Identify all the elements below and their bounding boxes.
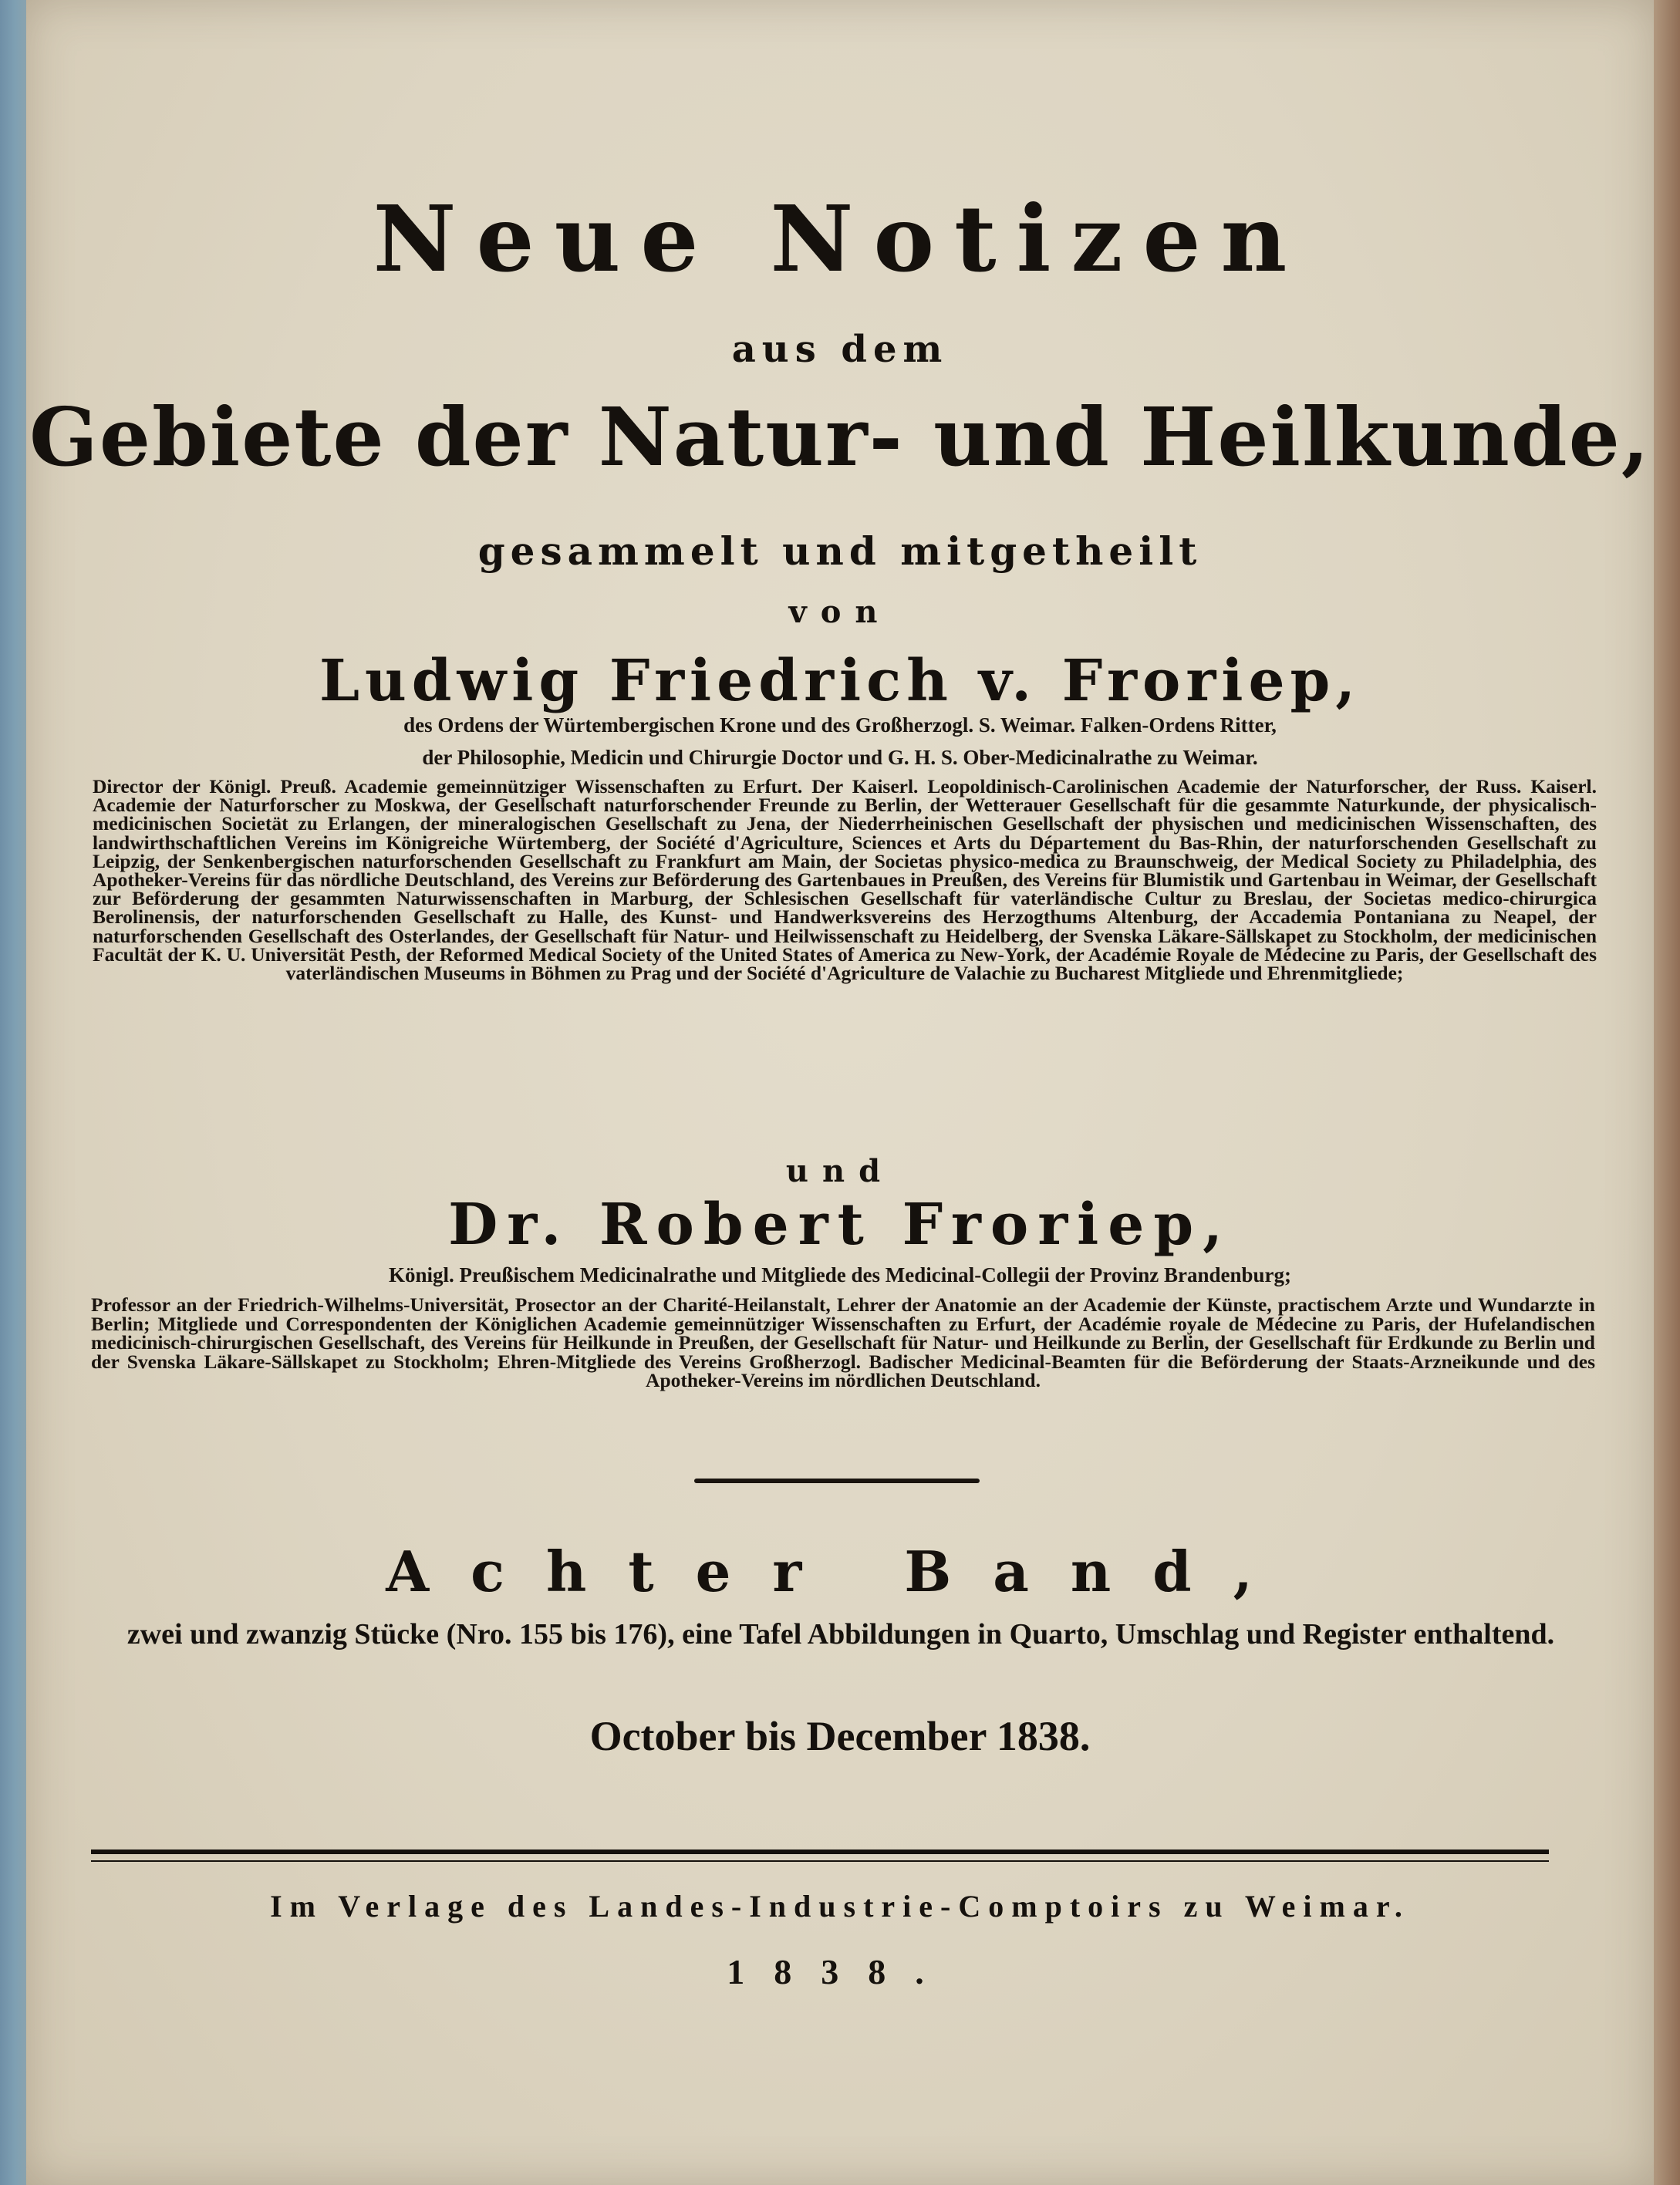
von-line: von bbox=[788, 594, 892, 630]
author-2-name: Dr. Robert Froriep, bbox=[448, 1192, 1232, 1258]
author-1-memberships: Director der Königl. Preuß. Academie gemeinnütziger Wissenschaften zu Erfurt. Der Kaiserl. Leopoldinisch-Carolinischen Academie der Naturforscher, der Russ. Kaiserl. Academie der Naturforscher zu Moskwa, der Gesellschaft naturforschender Freunde zu Berlin, der Wetterauer Gesellschaft für die gesammte Naturkunde, der physicalisch-medicinischen Societät zu Erlangen, der mineralogischen Gesellschaft zu Jena, der Niederrheinischen Gesellschaft der physischen und medicinischen Wissenschaften, des landwirthschaftlichen Vereins im Königreiche Würtemberg, der Société d'Agriculture, Sciences et Arts du Département du Bas-Rhin, der naturforschenden Gesellschaft zu Leipzig, der Senkenbergischen naturforschenden Gesellschaft zu Frankfurt am Main, der Societas physico-medica zu Braunschweig, der Medical Society zu Philadelphia, des Apotheker-Vereins für das nördliche Deutschland, des Vereins zur Beförderung des Gartenbaues in Preußen, des Vereins für Blumistik und Gartenbau in Weimar, der Gesellschaft zur Beförderung der gesammten Naturwissenschaften in Marburg, der Schlesischen Gesellschaft für vaterländische Cultur zu Breslau, der Societas medico-chirurgica Berolinensis, der naturforschenden Gesellschaft zu Halle, des Kunst- und Handwerksvereins des Herzogthums Altenburg, der Accademia Pontaniana zu Neapel, der naturforschenden Gesellschaft des Osterlandes, der Gesellschaft für Natur- und Heilwissenschaft zu Heidelberg, der Svenska Läkare-Sällskapet zu Stockholm, der medicinischen Facultät der K. U. Universität Pesth, der Reformed Medical Society of the United States of America zu New-York, der Académie Royale de Médecine zu Paris, der Gesellschaft des vaterländischen Museums in Böhmen zu Prag und der Société d'Agriculture de Valachie zu Bucharest Mitgliede und Ehrenmitgliede; bbox=[93, 775, 1597, 985]
volume-dates: October bis December 1838. bbox=[589, 1713, 1091, 1759]
imprint-rule-thick bbox=[91, 1849, 1549, 1854]
author-1-credentials-line2: der Philosophie, Medicin und Chirurgie Doctor und G. H. S. Ober-Medicinalrathe zu Weimar. bbox=[422, 746, 1258, 769]
journal-subtitle: Gebiete der Natur- und Heilkunde, bbox=[29, 389, 1651, 484]
volume-description: zwei und zwanzig Stücke (Nro. 155 bis 176), eine Tafel Abbildungen in Quarto, Umschlag und Register enthaltend. bbox=[127, 1618, 1555, 1651]
title-connector: aus dem bbox=[731, 328, 949, 371]
imprint-rule-thin bbox=[91, 1860, 1549, 1862]
ornamental-divider bbox=[694, 1479, 980, 1483]
publication-year: 1838. bbox=[727, 1952, 953, 1991]
author-1-credentials-line1: des Ordens der Würtembergischen Krone und des Großherzogl. S. Weimar. Falken-Ordens Ritter, bbox=[403, 713, 1277, 737]
author-2-memberships: Professor an der Friedrich-Wilhelms-Universität, Prosector an der Charité-Heilanstalt, Lehrer der Anatomie an der Academie der Künste, practischem Arzte und Wundarzte in Berlin; Mitgliede und Correspondenten der Königlichen Academie gemeinnütziger Wissenschaften zu Erfurt, der Académie royale de Médecine zu Paris, der Hufelandischen medicinisch-chirurgischen Gesellschaft, des Vereins für Heilkunde in Preußen, der Gesellschaft für Natur- und Heilkunde zu Berlin, der Gesellschaft für Erdkunde zu Berlin und der Svenska Läkare-Sällskapet zu Stockholm; Ehren-Mitgliede des Vereins Großherzogl. Badischer Medicinal-Beamten für die Beförderung der Staats-Arzneikunde und des Apotheker-Vereins im nördlichen Deutschland. bbox=[91, 1293, 1595, 1391]
author-1-name: Ludwig Friedrich v. Froriep, bbox=[319, 648, 1361, 714]
und-line: und bbox=[785, 1153, 895, 1189]
journal-title: Neue Notizen bbox=[373, 185, 1307, 292]
gesammelt-line: gesammelt und mitgetheilt bbox=[477, 528, 1203, 574]
publisher-imprint: Im Verlage des Landes-Industrie-Comptoirs zu Weimar. bbox=[270, 1889, 1410, 1924]
volume-title: Achter Band, bbox=[386, 1539, 1294, 1604]
author-2-credentials-line1: Königl. Preußischem Medicinalrathe und Mitgliede des Medicinal-Collegii der Provinz Brandenburg; bbox=[389, 1263, 1291, 1286]
